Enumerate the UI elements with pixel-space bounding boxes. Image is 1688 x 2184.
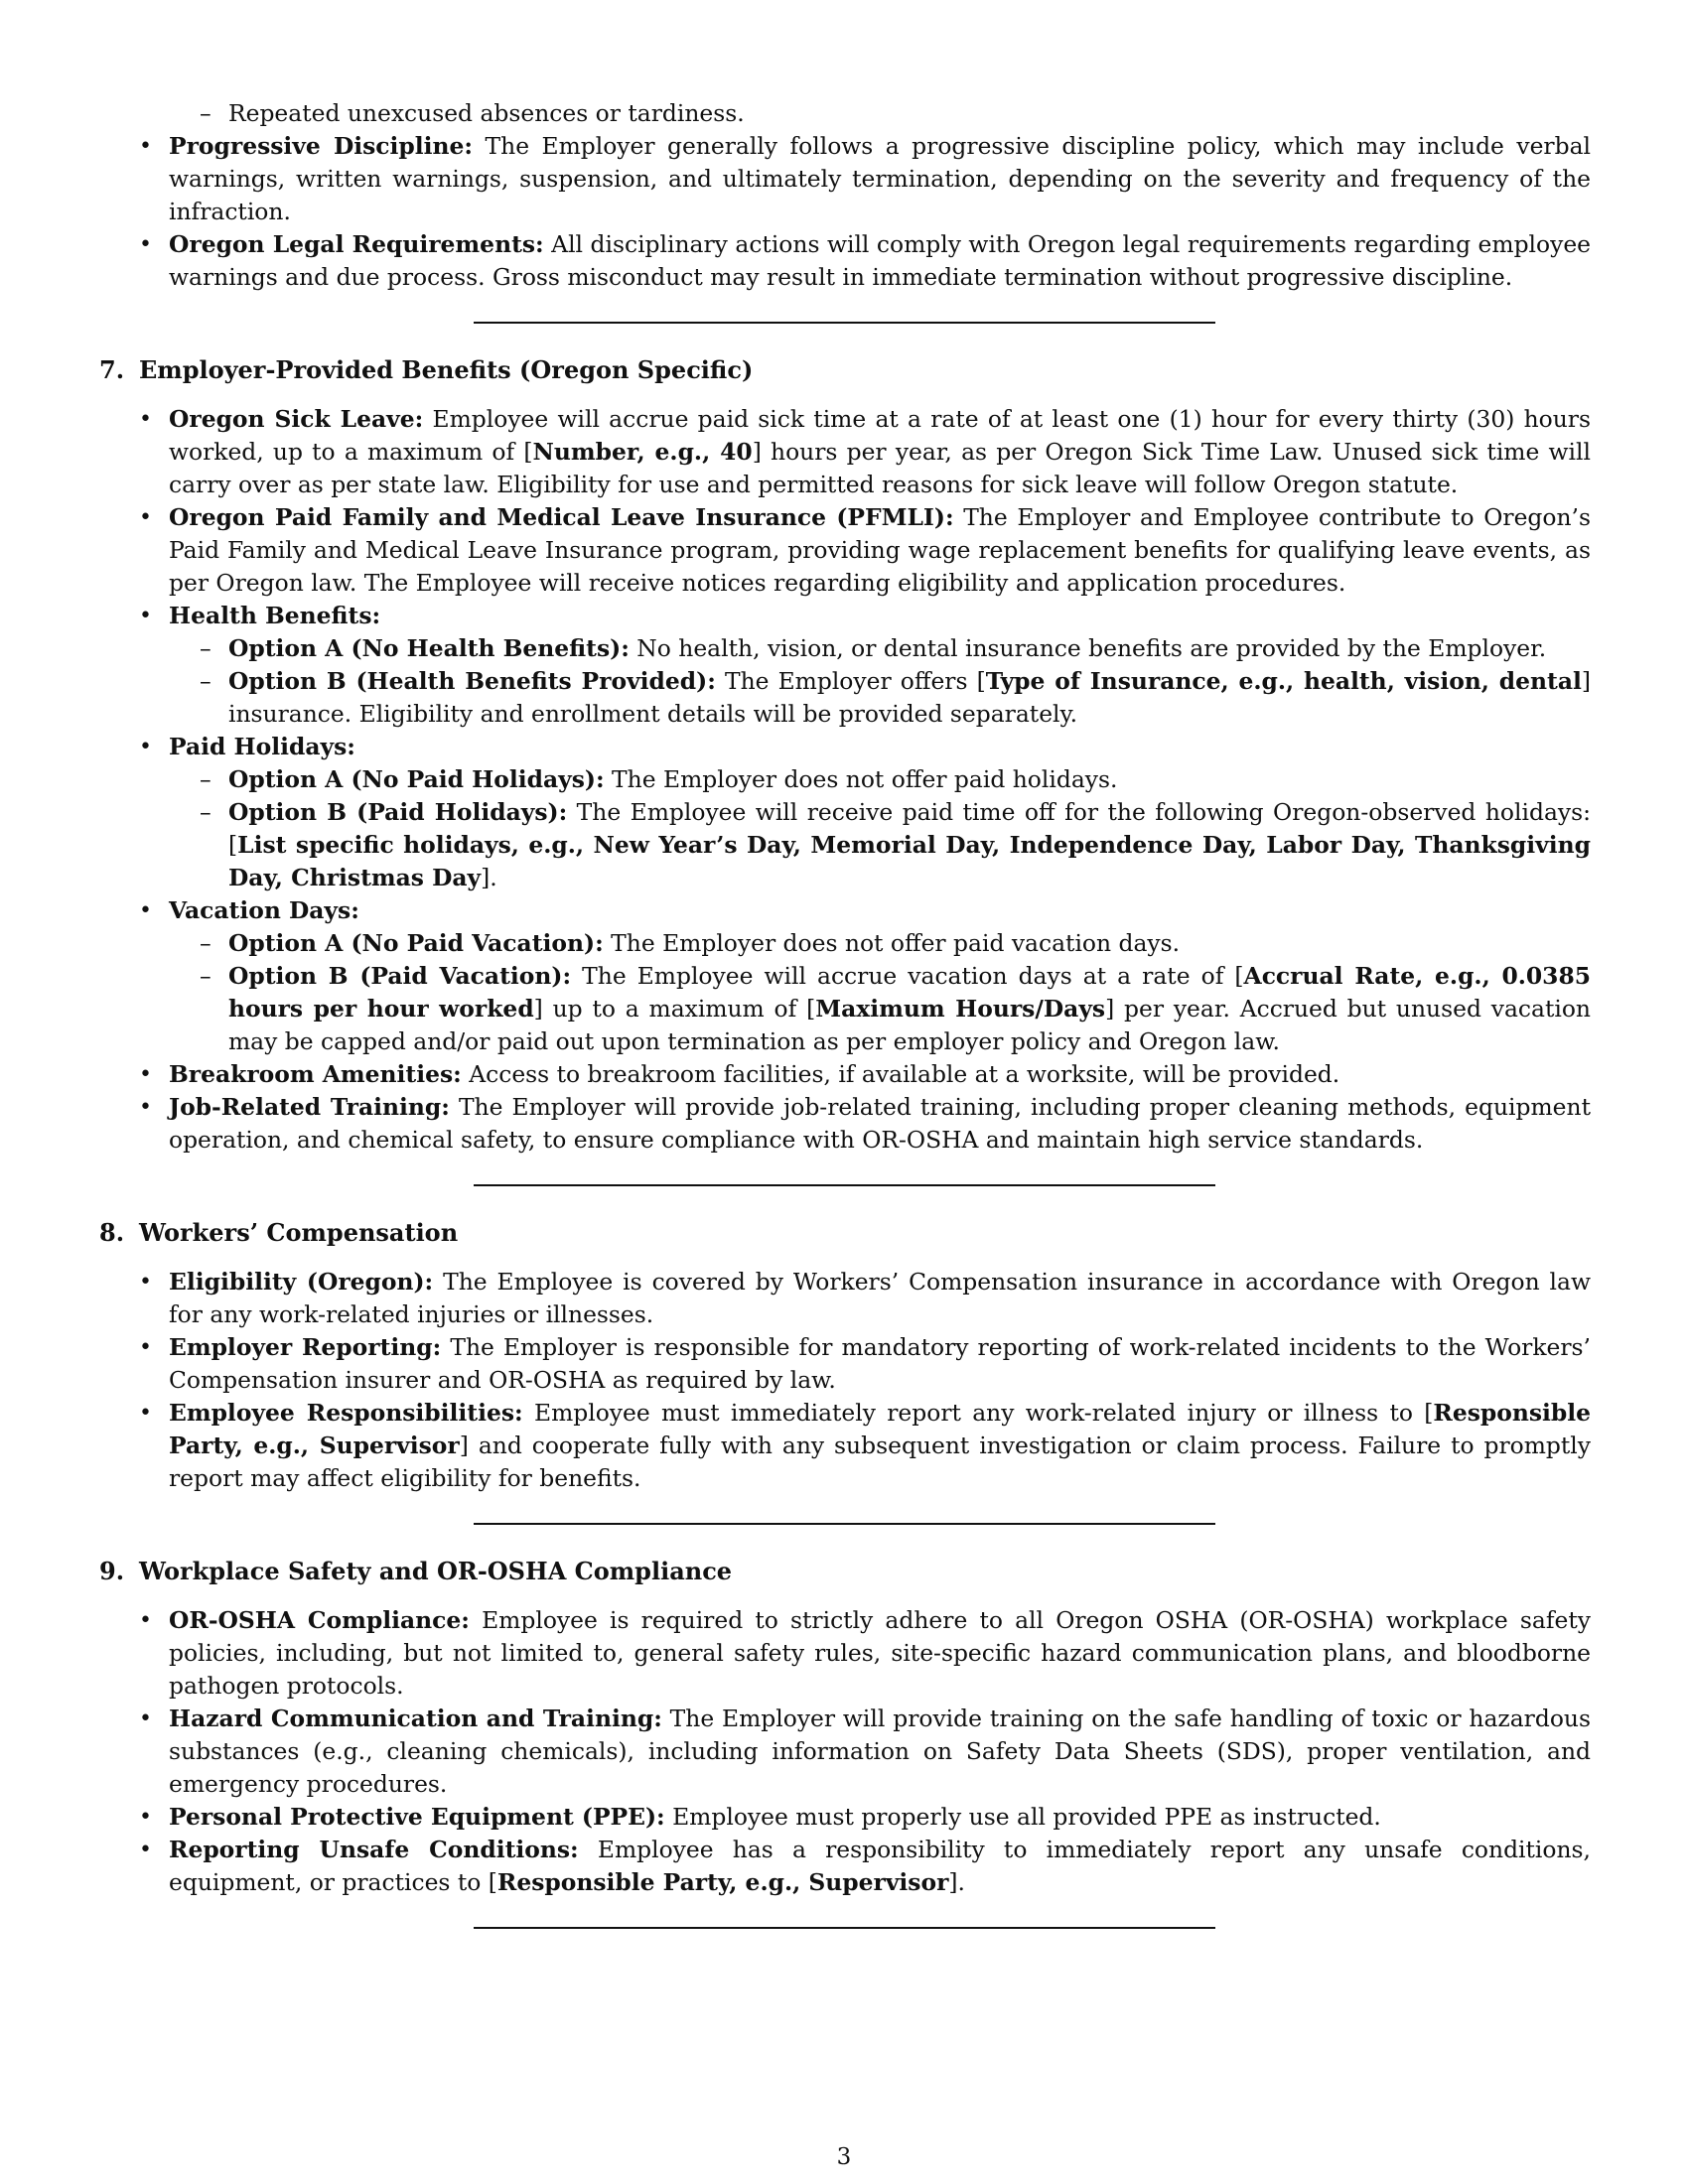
item-text: The Employer will provide job-related training, including proper cleaning methods, equipment operation, and chemical safety, to ensure compliance with OR-OSHA and maintain high service standards. <box>169 1093 1591 1154</box>
list-item-breakroom <box>99 1058 1591 1091</box>
list-item-pfmli <box>99 501 1591 600</box>
item-text: Employee must immediately report any work-related injury or illness to [ <box>522 1399 1434 1427</box>
section-8-list <box>99 1266 1591 1495</box>
option-text: The Employee will receive paid time off for the following Oregon-observed holidays: [ <box>228 798 1591 859</box>
list-item-hazard-communication <box>99 1703 1591 1801</box>
item-label: Breakroom Amenities: <box>169 1060 462 1088</box>
item-label: Employer Reporting: <box>169 1333 442 1361</box>
sub-item-holidays-option-a <box>169 763 1591 796</box>
sub-item-text: Repeated unexcused absences or tardiness. <box>228 99 745 127</box>
list-item-paid-holidays <box>99 731 1591 894</box>
item-text: All disciplinary actions will comply with Oregon legal requirements regarding employee warnings and due process. Gross misconduct may result in immediate termination without progressive discipline. <box>169 230 1592 291</box>
sub-item-holidays-option-b <box>169 796 1591 894</box>
section-7-list <box>99 403 1591 1157</box>
list-item-vacation-days <box>99 894 1591 1058</box>
option-label: Option B (Health Benefits Provided): <box>228 667 716 695</box>
section-number: 7. <box>99 355 125 384</box>
section-divider <box>474 1927 1215 1929</box>
option-label: Option A (No Paid Vacation): <box>228 929 604 957</box>
item-text: Employee has a responsibility to immediately report any unsafe conditions, equipment, or practices to [ <box>169 1836 1591 1896</box>
item-label: Employee Responsibilities: <box>169 1399 523 1427</box>
list-item-employee-responsibilities <box>99 1397 1591 1495</box>
item-label: Oregon Legal Requirements: <box>169 230 544 258</box>
list-item-training <box>99 1091 1591 1157</box>
sub-item-health-option-a <box>169 632 1591 665</box>
item-label: Paid Holidays: <box>169 733 355 760</box>
option-text: The Employer offers [ <box>715 667 986 695</box>
item-label: Oregon Paid Family and Medical Leave Insurance (PFMLI): <box>169 503 954 531</box>
option-label: Option B (Paid Vacation): <box>228 962 572 990</box>
option-text: ] insurance. Eligibility and enrollment details will be provided separately. <box>228 667 1592 728</box>
item-label: OR-OSHA Compliance: <box>169 1606 470 1634</box>
item-label: Job-Related Training: <box>169 1093 450 1121</box>
sub-item-vacation-option-b <box>169 960 1591 1058</box>
item-text: The Employer generally follows a progressive discipline policy, which may include verbal warnings, written warnings, suspension, and ultimately termination, depending on the severity and frequency of the infraction. <box>169 132 1591 225</box>
option-text: ]. <box>481 864 497 891</box>
item-text: Access to breakroom facilities, if available at a worksite, will be provided. <box>461 1060 1340 1088</box>
section-number: 8. <box>99 1218 125 1247</box>
section-9-list <box>99 1604 1591 1899</box>
section-title: Workers’ Compensation <box>139 1218 459 1247</box>
list-item-ppe <box>99 1801 1591 1834</box>
sub-item-health-option-b <box>169 665 1591 731</box>
section-divider <box>474 1523 1215 1525</box>
item-label: Personal Protective Equipment (PPE): <box>169 1803 665 1831</box>
option-text: The Employee will accrue vacation days at a rate of [ <box>571 962 1244 990</box>
option-text: ] up to a maximum of [ <box>533 995 816 1023</box>
list-item-health-benefits <box>99 600 1591 731</box>
placeholder-field: Accrual Rate, e.g., 0.0385 hours per hour worked <box>228 962 1592 1023</box>
item-text: The Employer will provide training on the safe handling of toxic or hazardous substances (e.g., cleaning chemicals), including information on Safety Data Sheets (SDS), proper ventilation, and emergency procedures. <box>169 1705 1591 1798</box>
list-item-employer-reporting <box>99 1331 1591 1397</box>
section-title: Workplace Safety and OR-OSHA Compliance <box>139 1557 733 1585</box>
section-heading-7 <box>99 353 1591 386</box>
option-label: Option B (Paid Holidays): <box>228 798 568 826</box>
sub-item-vacation-option-a <box>169 927 1591 960</box>
page-number: 3 <box>836 2144 852 2170</box>
option-label: Option A (No Paid Holidays): <box>228 765 605 793</box>
document-page <box>99 97 1591 1929</box>
option-label: Option A (No Health Benefits): <box>228 634 630 662</box>
item-label: Eligibility (Oregon): <box>169 1268 434 1296</box>
placeholder-field: Number, e.g., 40 <box>532 438 753 466</box>
item-text: The Employer is responsible for mandatory reporting of work-related incidents to the Workers’ Compensation insurer and OR-OSHA as required by law. <box>169 1333 1591 1394</box>
section-title: Employer-Provided Benefits (Oregon Specific) <box>139 355 754 384</box>
placeholder-field: List specific holidays, e.g., New Year’s Day, Memorial Day, Independence Day, Labor Day, Thanksgiving Day, Christmas Day <box>228 831 1591 891</box>
item-text: The Employer and Employee contribute to Oregon’s Paid Family and Medical Leave Insurance program, providing wage replacement benefits for qualifying leave events, as per Oregon law. The Employee will receive notices regarding eligibility and application procedures. <box>169 503 1591 597</box>
placeholder-field: Responsible Party, e.g., Supervisor <box>169 1399 1592 1459</box>
list-item-or-osha-compliance <box>99 1604 1591 1703</box>
item-text: Employee must properly use all provided PPE as instructed. <box>664 1803 1381 1831</box>
option-text: The Employer does not offer paid vacation days. <box>603 929 1181 957</box>
placeholder-field: Type of Insurance, e.g., health, vision, dental <box>985 667 1582 695</box>
section-divider <box>474 1184 1215 1186</box>
option-text: ] per year. Accrued but unused vacation may be capped and/or paid out upon termination as per employer policy and Oregon law. <box>228 995 1591 1055</box>
option-text: No health, vision, or dental insurance benefits are provided by the Employer. <box>629 634 1547 662</box>
option-text: The Employer does not offer paid holidays. <box>604 765 1118 793</box>
section-heading-9 <box>99 1555 1591 1587</box>
list-item-sick-leave <box>99 403 1591 501</box>
item-label: Reporting Unsafe Conditions: <box>169 1836 579 1863</box>
item-text: Employee is required to strictly adhere to all Oregon OSHA (OR-OSHA) workplace safety policies, including, but not limited to, general safety rules, site-specific hazard communication plans, and bloodborne pathogen protocols. <box>169 1606 1591 1700</box>
section-number: 9. <box>99 1557 125 1585</box>
list-item-progressive-discipline <box>99 130 1591 228</box>
item-label: Progressive Discipline: <box>169 132 474 160</box>
section-heading-8 <box>99 1216 1591 1249</box>
placeholder-field: Maximum Hours/Days <box>815 995 1106 1023</box>
list-item-oregon-legal-requirements <box>99 228 1591 294</box>
list-item-eligibility <box>99 1266 1591 1331</box>
item-label: Vacation Days: <box>169 896 359 924</box>
item-text: ] and cooperate fully with any subsequent investigation or claim process. Failure to promptly report may affect eligibility for benefits. <box>169 1432 1591 1492</box>
item-text: The Employee is covered by Workers’ Compensation insurance in accordance with Oregon law for any work-related injuries or illnesses. <box>169 1268 1591 1328</box>
list-item-unsafe-conditions <box>99 1834 1591 1899</box>
item-label: Hazard Communication and Training: <box>169 1705 662 1732</box>
item-label: Oregon Sick Leave: <box>169 405 424 433</box>
list-sub-item <box>99 97 1591 130</box>
placeholder-field: Responsible Party, e.g., Supervisor <box>496 1868 949 1896</box>
section-divider <box>474 322 1215 324</box>
item-text: ]. <box>948 1868 965 1896</box>
item-label: Health Benefits: <box>169 602 381 629</box>
item-text: Employee will accrue paid sick time at a rate of at least one (1) hour for every thirty (30) hours worked, up to a maximum of [ <box>169 405 1591 466</box>
item-text: ] hours per year, as per Oregon Sick Time Law. Unused sick time will carry over as per state law. Eligibility for use and permitted reasons for sick leave will follow Oregon statute. <box>169 438 1591 498</box>
